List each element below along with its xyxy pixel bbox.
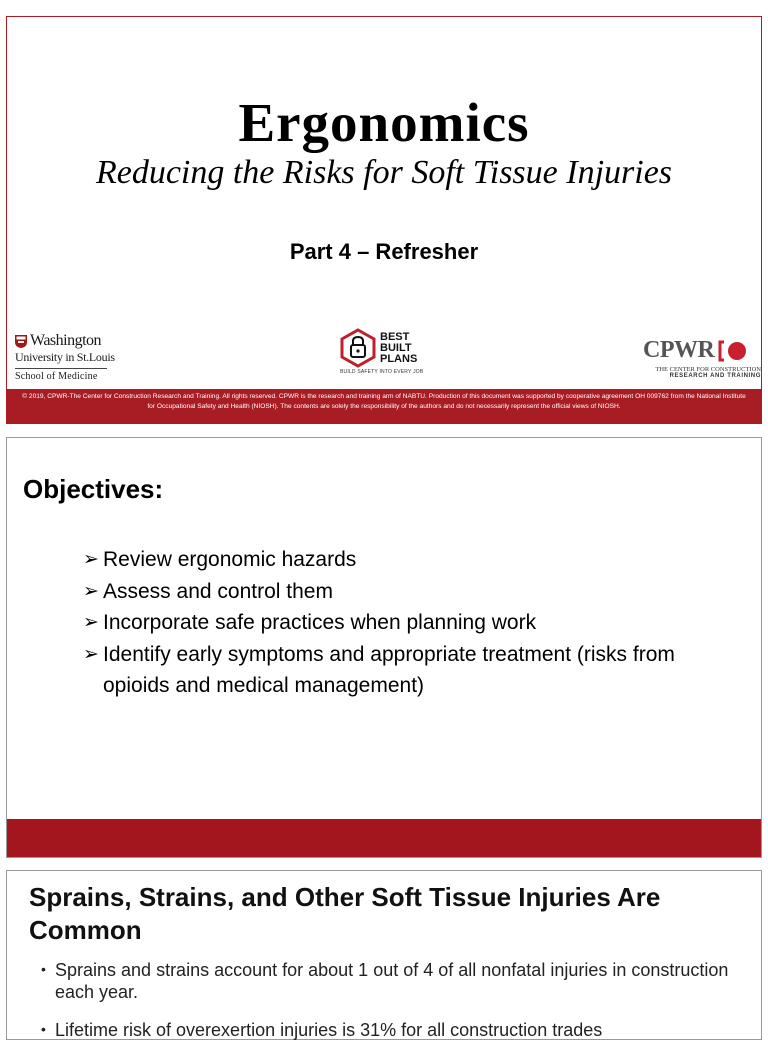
list-item [83, 544, 723, 576]
list-item [41, 959, 731, 1003]
hexagon-lock-icon [340, 329, 376, 367]
list-item-text: Lifetime risk of overexertion injuries is 31% for all construction trades [55, 1020, 603, 1040]
bullet-icon: • [41, 961, 46, 977]
list-item-text: Review ergonomic hazards [103, 548, 357, 571]
bbp-word-best: BEST [380, 330, 410, 343]
bbp-word-built: BUILT [380, 341, 412, 354]
objectives-slide [6, 437, 762, 858]
washu-shield-icon [15, 335, 27, 348]
list-item-text: Assess and control them [103, 579, 333, 603]
washu-logo [15, 332, 115, 388]
cpwr-logo [643, 337, 761, 389]
washu-university: University in St.Louis [15, 350, 115, 364]
washu-divider [15, 368, 107, 369]
washu-school: School of Medicine [15, 371, 98, 382]
list-item [83, 639, 723, 702]
arrow-bullet-icon: ➢ [83, 612, 99, 633]
best-built-plans-logo [340, 329, 450, 385]
list-item-text: Sprains and strains account for about 1 out of 4 of all nonfatal injuries in construction each year. [55, 960, 729, 1002]
footer-band [7, 819, 761, 857]
cpwr-mark-icon [718, 340, 748, 362]
list-item [41, 1019, 731, 1041]
copyright-footer: © 2019, CPWR-The Center for Construction Research and Training. All rights reserved. CPWR is the research and training arm of NABTU. Production of this document was supported by cooperative agreement OH 009762 from the National Institute for Occupational Safety and Health (NIOSH). The contents are solely the responsibility of the authors and do not necessarily represent the official views of NIOSH. [7, 389, 761, 423]
arrow-bullet-icon: ➢ [83, 549, 99, 570]
slide-heading: Objectives: [23, 474, 164, 504]
title-slide [6, 16, 762, 424]
list-item-text: Identify early symptoms and appropriate treatment (risks from opioids and medical management) [103, 642, 675, 697]
list-item [83, 607, 723, 639]
list-item-text: Incorporate safe practices when planning work [103, 611, 537, 634]
objectives-list [83, 544, 723, 702]
list-item [83, 576, 723, 608]
slide-subtitle: Reducing the Risks for Soft Tissue Injuries [95, 154, 673, 191]
bbp-word-plans: PLANS [380, 352, 418, 365]
cpwr-line2: RESEARCH AND TRAINING [669, 373, 761, 379]
slide-title: Ergonomics [238, 92, 530, 153]
slide-heading: Sprains, Strains, and Other Soft Tissue Injuries Are Common [29, 882, 661, 945]
washu-name: Washington [30, 332, 102, 349]
injury-facts-list [41, 959, 731, 1057]
arrow-bullet-icon: ➢ [83, 580, 99, 602]
arrow-bullet-icon: ➢ [83, 643, 99, 665]
bullet-icon: • [41, 1021, 46, 1037]
cpwr-name: CPWR [643, 337, 715, 363]
cpwr-line1: THE CENTER FOR CONSTRUCTION [655, 366, 761, 373]
part-label: Part 4 – Refresher [289, 239, 479, 264]
bbp-tagline: BUILD SAFETY INTO EVERY JOB [340, 369, 424, 375]
injuries-slide [6, 870, 762, 1040]
